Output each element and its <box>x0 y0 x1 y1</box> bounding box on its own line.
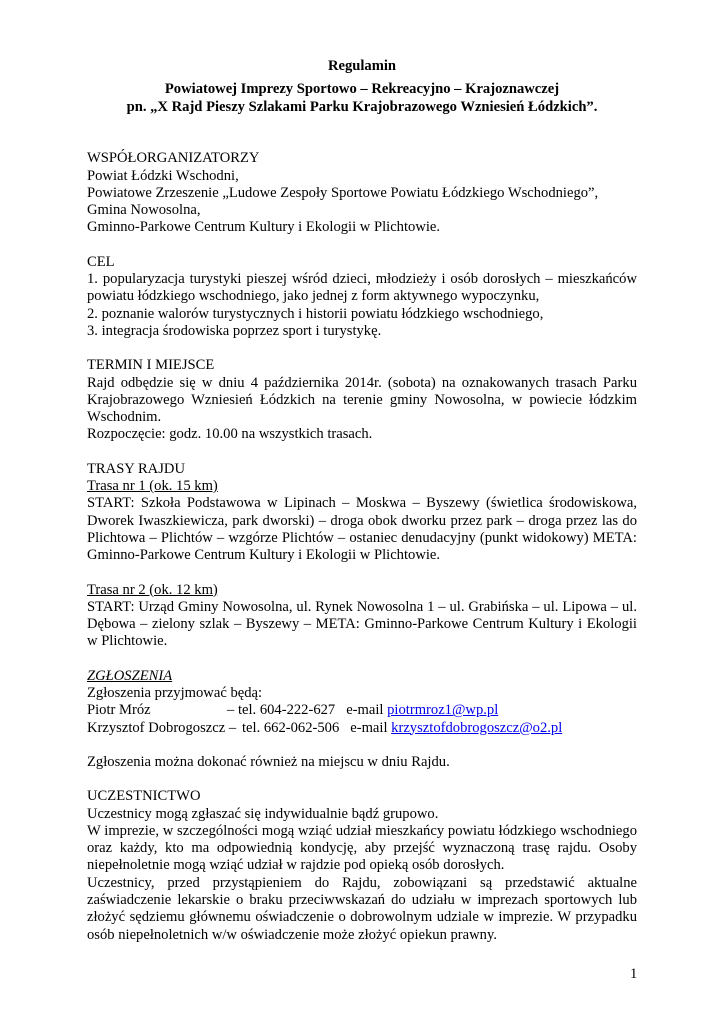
registration-section <box>87 668 637 771</box>
contact-email-link[interactable]: piotrmroz1@wp.pl <box>387 702 499 719</box>
goal-section <box>87 254 637 340</box>
contact-email-label: e-mail <box>346 702 384 719</box>
contact-name: Piotr Mróz <box>87 702 151 719</box>
contact-name: Krzysztof Dobrogoszcz – <box>87 719 237 736</box>
termin-section <box>87 357 637 443</box>
doc-subtitle-line1: Powiatowej Imprezy Sportowo – Rekreacyjno – Krajoznawczej <box>164 81 560 98</box>
coorganizer-item: Gminno-Parkowe Centrum Kultury i Ekologii w Plichtowie. <box>87 219 441 236</box>
participants-paragraph: Uczestnicy, przed przystąpieniem do Rajdu, zobowiązani są przedstawić aktualne zaświadczenie lekarskie o braku przeciwwskazań do udziału w imprezach sportowych lub złożyć sędziemu głównemu oświadczenie o dobrowolnym udziale w imprezie. W przypadku osób niepełnoletnich w/w oświadczenie może złożyć opiekun prawny. <box>87 874 637 943</box>
document-page <box>87 58 637 944</box>
termin-heading: TERMIN I MIEJSCE <box>87 357 215 374</box>
registration-heading: ZGŁOSZENIA <box>87 667 173 684</box>
doc-title: Regulamin <box>327 58 397 74</box>
goal-item: 3. integracja środowiska poprzez sport i turystykę. <box>87 322 382 339</box>
contact-row <box>87 720 637 737</box>
participants-heading: UCZESTNICTWO <box>87 788 201 805</box>
coorganizers-heading: WSPÓŁORGANIZATORZY <box>87 150 260 167</box>
contact-phone: tel. 662-062-506 <box>242 719 340 736</box>
termin-text: Rajd odbędzie się w dniu 4 października 2014r. (sobota) na oznakowanych trasach Parku Krajobrazowego Wzniesień Łódzkich na terenie gminy Nowosolna, w powiecie łódzkim Wschodnim. <box>87 374 637 426</box>
routes-heading: TRASY RAJDU <box>87 460 185 477</box>
route1-text: START: Szkoła Podstawowa w Lipinach – Moskwa – Byszewy (świetlica środowiskowa, Dworek Iwaszkiewicza, park dworski) – droga obok dworku przez park – droga przez las do Plichtowa – Plichtów – wzgórze Plichtów – ostaniec denudacyjny (punkt widokowy) META: Gminno-Parkowe Centrum Kultury i Ekologii w Plichtowie. <box>87 495 637 564</box>
contact-email-link[interactable]: krzysztofdobrogoszcz@o2.pl <box>391 719 563 736</box>
coorganizers-section <box>87 150 637 236</box>
coorganizer-item: Powiatowe Zrzeszenie „Ludowe Zespoły Sportowe Powiatu Łódzkiego Wschodniego”, <box>87 184 599 201</box>
route2-title: Trasa nr 2 (ok. 12 km) <box>87 581 218 598</box>
termin-start: Rozpoczęcie: godz. 10.00 na wszystkich trasach. <box>87 426 373 443</box>
goal-heading: CEL <box>87 253 115 270</box>
route1-title: Trasa nr 1 (ok. 15 km) <box>87 478 218 495</box>
contact-phone: – tel. 604-222-627 <box>227 702 336 719</box>
participants-paragraph: W imprezie, w szczególności mogą wziąć udział mieszkańcy powiatu łódzkiego wschodniego oraz każdy, kto ma odpowiednią kondycję, aby przejść wyznaczoną trasę rajdu. Osoby niepełnoletnie mogą wziąć udział w rajdzie pod opieką osób dorosłych. <box>87 822 637 874</box>
goal-item: 1. popularyzacja turystyki pieszej wśród dzieci, młodzieży i osób dorosłych – mieszkańców powiatu łódzkiego wschodniego, jako jednej z form aktywnego wypoczynku, <box>87 271 637 305</box>
page-number: 1 <box>630 966 638 982</box>
coorganizer-item: Gmina Nowosolna, <box>87 202 201 219</box>
routes-section <box>87 461 637 651</box>
goal-item: 2. poznanie walorów turystycznych i historii powiatu łódzkiego wschodniego, <box>87 305 544 322</box>
participants-paragraph: Uczestnicy mogą zgłaszać się indywidualnie bądź grupowo. <box>87 805 439 822</box>
route2-text: START: Urząd Gminy Nowosolna, ul. Rynek Nowosolna 1 – ul. Grabińska – ul. Lipowa – ul. Dębowa – zielony szlak – Byszewy – META: Gminno-Parkowe Centrum Kultury i Ekologii w Plichtowie. <box>87 598 637 650</box>
participants-section <box>87 788 637 944</box>
registration-intro: Zgłoszenia przyjmować będą: <box>87 685 263 702</box>
contact-row <box>87 702 637 719</box>
coorganizer-item: Powiat Łódzki Wschodni, <box>87 167 239 184</box>
contact-email-label: e-mail <box>350 719 388 736</box>
registration-onsite: Zgłoszenia można dokonać również na miejscu w dniu Rajdu. <box>87 753 450 770</box>
doc-subtitle-line2: pn. „X Rajd Pieszy Szlakami Parku Krajobrazowego Wzniesień Łódzkich”. <box>126 99 598 116</box>
